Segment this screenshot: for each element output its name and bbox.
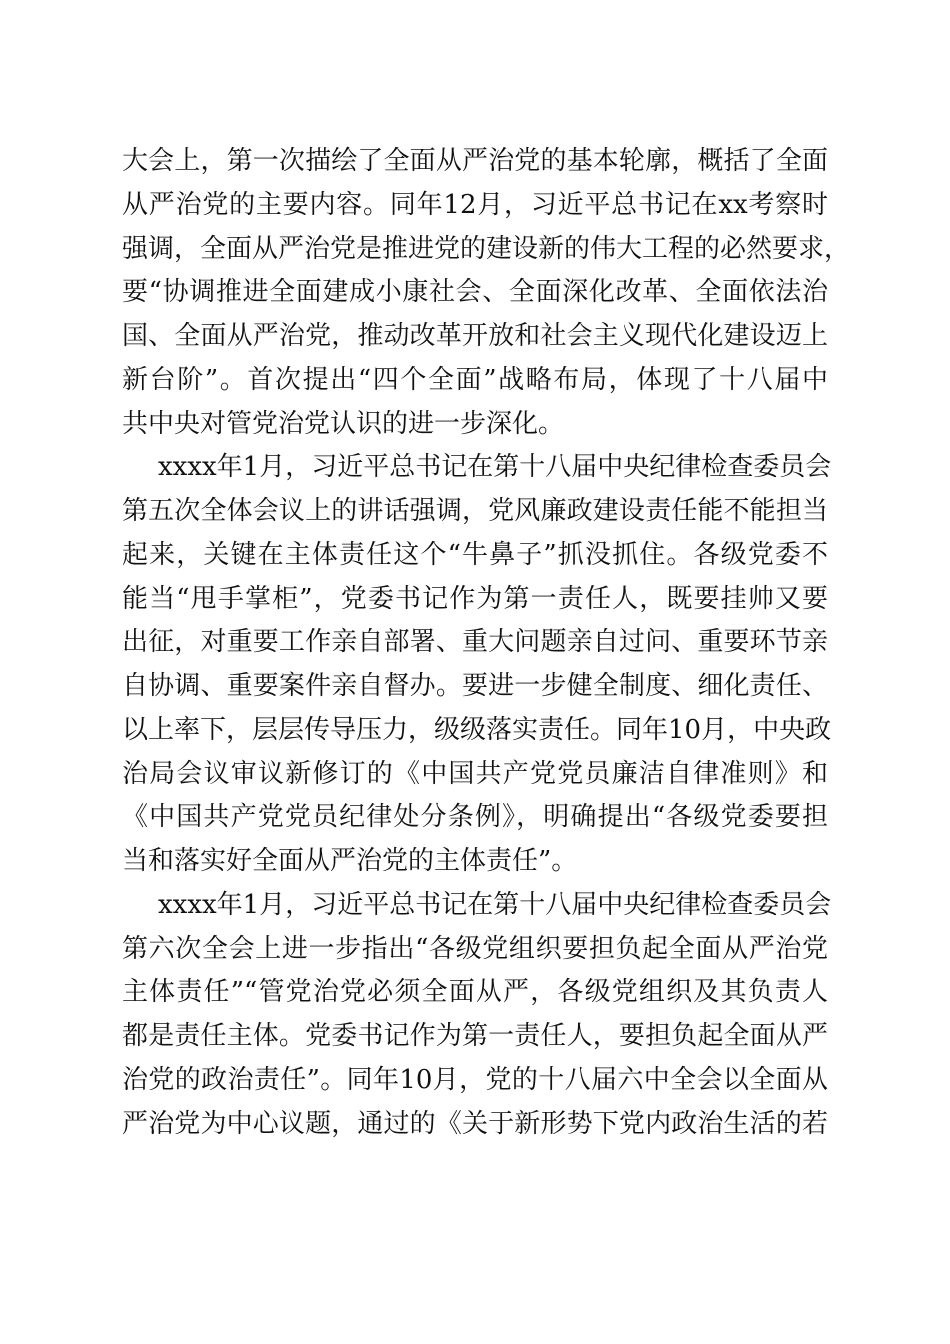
paragraph-2: [122, 446, 832, 884]
text-line: 以上率下，层层传导压力，级级落实责任。同年10月，中央政: [122, 714, 832, 745]
text-line: 从严治党的主要内容。同年12月，习近平总书记在xx考察时: [122, 189, 828, 220]
text-line: xxxx年1月，习近平总书记在第十八届中央纪律检查委员会: [158, 452, 832, 483]
paragraph-3: [122, 884, 832, 1147]
text-line: 主体责任”“管党治党必须全面从严，各级党组织及其负责人: [122, 977, 828, 1008]
text-line: 第五次全体会议上的讲话强调，党风廉政建设责任能不能担当: [122, 496, 828, 526]
text-line: 要“协调推进全面建成小康社会、全面深化改革、全面依法治: [122, 277, 828, 308]
text-line: 起来，关键在主体责任这个“牛鼻子”抓没抓住。各级党委不: [122, 539, 828, 570]
text-line: xxxx年1月，习近平总书记在第十八届中央纪律检查委员会: [158, 889, 832, 920]
text-line: 能当“甩手掌柜”，党委书记作为第一责任人，既要挂帅又要: [122, 583, 828, 614]
text-line: 治党的政治责任”。同年10月，党的十八届六中全会以全面从: [122, 1064, 828, 1095]
text-line: 当和落实好全面从严治党的主体责任”。: [122, 846, 578, 876]
text-line: 自协调、重要案件亲自督办。要进一步健全制度、细化责任、: [122, 671, 828, 701]
text-line: 国、全面从严治党，推动改革开放和社会主义现代化建设迈上: [122, 321, 828, 351]
text-line: 严治党为中心议题，通过的《关于新形势下党内政治生活的若: [122, 1108, 828, 1139]
text-line: 都是责任主体。党委书记作为第一责任人，要担负起全面从严: [122, 1021, 828, 1051]
text-line: 第六次全会上进一步指出“各级党组织要担负起全面从严治党: [122, 933, 828, 964]
text-line: 《中国共产党党员纪律处分条例》，明确提出“各级党委要担: [122, 802, 828, 833]
text-line: 出征，对重要工作亲自部署、重大问题亲自过问、重要环节亲: [122, 627, 828, 658]
text-line: 新台阶”。首次提出“四个全面”战略布局，体现了十八届中: [122, 364, 828, 395]
text-line: 治局会议审议新修订的《中国共产党党员廉洁自律准则》和: [122, 758, 828, 789]
body-text: [122, 140, 851, 1146]
text-line: 强调，全面从严治党是推进党的建设新的伟大工程的必然要求，: [122, 233, 851, 264]
text-line: 大会上，第一次描绘了全面从严治党的基本轮廓，概括了全面: [122, 146, 828, 176]
text-line: 共中央对管党治党认识的进一步深化。: [122, 408, 565, 439]
paragraph-1: [122, 140, 851, 446]
